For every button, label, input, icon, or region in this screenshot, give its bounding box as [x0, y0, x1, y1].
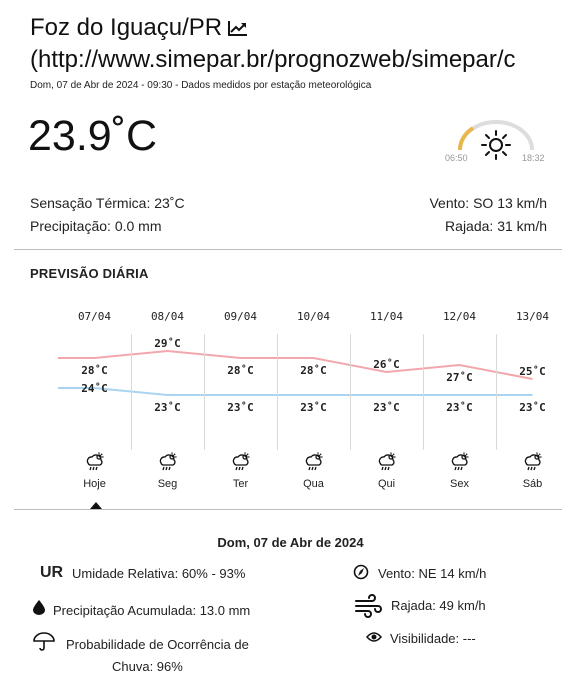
- location-title: [30, 14, 248, 43]
- rain-probability-line2: Chuva: 96%: [112, 659, 183, 674]
- forecast-day[interactable]: [277, 300, 350, 510]
- forecast-max: 25˚C: [519, 365, 546, 378]
- day-separator: [350, 334, 351, 450]
- rain-sun-icon: [376, 452, 398, 472]
- gust: Rajada: 31 km/h: [445, 218, 547, 234]
- forecast-day[interactable]: [204, 300, 277, 510]
- section-divider: [14, 249, 562, 250]
- daily-forecast-title: PREVISÃO DIÁRIA: [30, 266, 149, 281]
- rain-sun-icon: [84, 452, 106, 472]
- day-separator: [423, 334, 424, 450]
- current-temperature: 23.9˚C: [28, 112, 158, 160]
- forecast-min: 23˚C: [300, 401, 327, 414]
- forecast-max: 29˚C: [154, 337, 181, 350]
- forecast-max: 27˚C: [446, 371, 473, 384]
- forecast-date: 07/04: [77, 310, 112, 323]
- forecast-day-name: Seg: [157, 478, 178, 490]
- forecast-day[interactable]: [496, 300, 569, 510]
- forecast-max: 28˚C: [227, 364, 254, 377]
- sun-arc-widget: [440, 110, 550, 170]
- day-separator: [204, 334, 205, 450]
- sun-arc-progress: [460, 128, 473, 150]
- eye-icon: [366, 631, 382, 643]
- forecast-min: 23˚C: [373, 401, 400, 414]
- umbrella-icon: [33, 632, 55, 652]
- visibility: Visibilidade: ---: [390, 631, 476, 646]
- selected-day-marker: [90, 502, 102, 509]
- rain-sun-icon: [157, 452, 179, 472]
- rain-sun-icon: [303, 452, 325, 472]
- humidity: Umidade Relativa: 60% - 93%: [72, 566, 246, 581]
- forecast-day-name: Hoje: [83, 478, 106, 490]
- day-separator: [277, 334, 278, 450]
- forecast-day-name: Sex: [450, 478, 469, 490]
- forecast-day-name: Qua: [303, 478, 324, 490]
- sun-icon: [479, 128, 513, 162]
- detail-divider: [14, 509, 562, 510]
- forecast-day[interactable]: [423, 300, 496, 510]
- forecast-day[interactable]: [350, 300, 423, 510]
- accumulated-precipitation: Precipitação Acumulada: 13.0 mm: [53, 603, 251, 618]
- day-separator: [496, 334, 497, 450]
- forecast-min: 23˚C: [154, 401, 181, 414]
- forecast-date: 11/04: [369, 310, 404, 323]
- location-name: Foz do Iguaçu/PR: [30, 14, 223, 41]
- rain-probability-line1: Probabilidade de Ocorrência de: [66, 637, 249, 652]
- forecast-date: 12/04: [442, 310, 477, 323]
- precipitation: Precipitação: 0.0 mm: [30, 218, 162, 234]
- forecast-day-name: Qui: [377, 478, 396, 490]
- trend-chart-icon[interactable]: [228, 15, 248, 43]
- detail-date: Dom, 07 de Abr de 2024: [217, 535, 364, 550]
- measurement-info: Dom, 07 de Abr de 2024 - 09:30 - Dados medidos por estação meteorológica: [30, 80, 372, 91]
- forecast-day-name: Ter: [232, 478, 249, 490]
- sunset-time: 18:32: [522, 153, 545, 163]
- sunrise-time: 06:50: [445, 153, 468, 163]
- wind-gust-icon: [354, 596, 382, 616]
- feels-like: Sensação Térmica: 23˚C: [30, 195, 185, 211]
- source-url-link[interactable]: (http://www.simepar.br/prognozweb/simepar/c: [30, 46, 516, 73]
- wind: Vento: SO 13 km/h: [429, 195, 547, 211]
- forecast-max: 26˚C: [373, 358, 400, 371]
- forecast-date: 13/04: [515, 310, 550, 323]
- daily-forecast-strip[interactable]: [58, 300, 550, 510]
- forecast-min: 24˚C: [81, 382, 108, 395]
- rain-sun-icon: [449, 452, 471, 472]
- forecast-date: 08/04: [150, 310, 185, 323]
- forecast-day[interactable]: [131, 300, 204, 510]
- compass-icon: [353, 564, 369, 580]
- forecast-date: 09/04: [223, 310, 258, 323]
- forecast-min: 23˚C: [446, 401, 473, 414]
- detail-wind: Vento: NE 14 km/h: [378, 566, 487, 581]
- detail-gust: Rajada: 49 km/h: [391, 598, 486, 613]
- forecast-day-name: Sáb: [522, 478, 543, 490]
- forecast-max: 28˚C: [81, 364, 108, 377]
- forecast-max: 28˚C: [300, 364, 327, 377]
- day-separator: [131, 334, 132, 450]
- forecast-date: 10/04: [296, 310, 331, 323]
- forecast-min: 23˚C: [519, 401, 546, 414]
- rain-sun-icon: [522, 452, 544, 472]
- drop-icon: [33, 600, 45, 615]
- rain-sun-icon: [230, 452, 252, 472]
- forecast-day[interactable]: [58, 300, 131, 510]
- forecast-min: 23˚C: [227, 401, 254, 414]
- humidity-badge: UR: [40, 564, 64, 581]
